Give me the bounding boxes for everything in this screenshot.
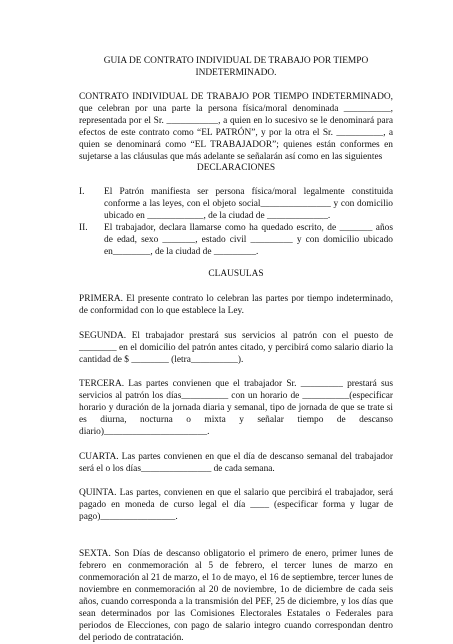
clausula-paragraph: CUARTA. Las partes convienen en que el día de descanso semanal del trabajador será el o los días_______________ de cada semana.	[79, 452, 393, 474]
document-title	[79, 55, 393, 79]
declaracion-number: I.	[79, 187, 85, 197]
clausula-paragraph: SEGUNDA. El trabajador prestará sus servicios al patrón con el puesto de ________ en el domicilio del patrón antes citado, y percibirá como salario diario la cantidad de $ ________ (letra__________).	[79, 331, 393, 365]
clausula-paragraph: SEXTA. Son Días de descanso obligatorio el primero de enero, primer lunes de febrero en conmemoración al 5 de febrero, el tercer lunes de marzo en conmemoración al 21 de marzo, el 1o de mayo, el 16 de septiembre, tercer lunes de noviembre en conmemoración al 20 de noviembre, 1o de diciembre de cada seis años, cuando corresponda a la transmisión del PEF, 25 de diciembre, y los días que sean determinados por las Comisiones Electorales Estatales o Federales para periodos de Elecciones, con pago de salario integro cuando correspondan dentro del periodo de contratación.	[79, 549, 393, 643]
declaracion-number: II.	[79, 223, 88, 233]
title-line-1: GUIA DE CONTRATO INDIVIDUAL DE TRABAJO POR TIEMPO	[103, 56, 369, 66]
title-line-2: INDETERMINADO.	[195, 68, 277, 78]
clausula-paragraph: QUINTA. Las partes, convienen en que el salario que percibirá el trabajador, será pagado en moneda de curso legal el día ____ (especificar forma y lugar de pago)________________.	[79, 488, 393, 522]
declaracion-text: El trabajador, declara llamarse como ha quedado escrito, de _______ años de edad, sexo _______, estado civil _________ y con domicilio ubicado en________, de la ciudad de _________.	[104, 223, 393, 257]
intro-paragraph: CONTRATO INDIVIDUAL DE TRABAJO POR TIEMPO INDETERMINADO, que celebran por una parte la persona física/moral denominada __________, representada por el Sr. ___________, a quien en lo sucesivo se le denominará para efectos de este contrato como “EL PATRÓN”, y por la otra el Sr. __________, a quien se denominará como “EL TRABAJADOR”; quienes están conformes en sujetarse a las cláusulas que más adelante se señalarán así como en las siguientes	[79, 92, 393, 162]
clausula-paragraph: TERCERA. Las partes convienen que el trabajador Sr. _________ prestará sus servicios al patrón los días__________ con un horario de __________(especificar horario y duración de la jornada diaria y semanal, tipo de jornada de que se trate si es diurna, nocturna o mixta y señalar tiempo de descanso diario)______________________.	[79, 379, 393, 437]
clausulas-heading: CLAUSULAS	[208, 269, 264, 279]
declaraciones-heading: DECLARACIONES	[196, 163, 276, 173]
clausula-paragraph: PRIMERA. El presente contrato lo celebran las partes por tiempo indeterminado, de conformidad con lo que establece la Ley.	[79, 294, 393, 316]
declaracion-text: El Patrón manifiesta ser persona física/moral legalmente constituida conforme a las leyes, con el objeto social_______________ y con domicilio ubicado en ____________, de la ciudad de _____________.	[104, 187, 393, 221]
